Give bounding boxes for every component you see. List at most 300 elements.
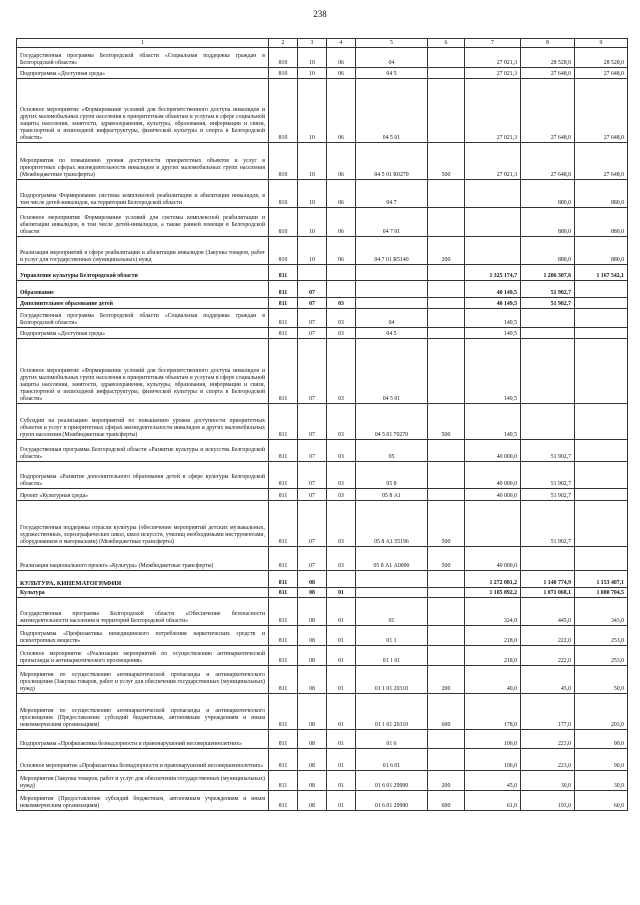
- item-name: Подпрограмма «Доступная среда»: [17, 68, 269, 79]
- target-article-code: 01 6 01 29990: [356, 771, 428, 791]
- amount-year-1: 40 149,5: [465, 298, 521, 309]
- expense-type-code: [428, 440, 465, 462]
- subsection-code: 01: [327, 646, 356, 666]
- table-row: [17, 265, 628, 281]
- subsection-code: 01: [327, 626, 356, 646]
- subsection-code: 01: [327, 771, 356, 791]
- table-row: [17, 489, 628, 501]
- section-code: 07: [298, 501, 327, 547]
- amount-year-1: 149,5: [465, 328, 521, 339]
- item-name: Образование: [17, 281, 269, 298]
- item-name: Основное мероприятие «Профилактика безнадзорности и правонарушений несовершеннолетних»: [17, 749, 269, 771]
- ministry-code: 811: [269, 298, 298, 309]
- amount-year-1: 61,0: [465, 791, 521, 811]
- target-article-code: 05 8 А1 А0000: [356, 547, 428, 571]
- expense-type-code: [428, 79, 465, 143]
- target-article-code: 04 5: [356, 328, 428, 339]
- column-number: 3: [298, 39, 327, 48]
- amount-year-3: 880,0: [575, 237, 628, 265]
- amount-year-2: [521, 309, 575, 328]
- subsection-code: [327, 265, 356, 281]
- section-code: 08: [298, 730, 327, 749]
- subsection-code: 03: [327, 489, 356, 501]
- amount-year-3: 1 080 704,5: [575, 588, 628, 598]
- amount-year-2: 30,0: [521, 771, 575, 791]
- table-row: [17, 791, 628, 811]
- expense-type-code: 500: [428, 143, 465, 180]
- amount-year-3: 880,0: [575, 208, 628, 237]
- section-code: 10: [298, 180, 327, 208]
- amount-year-1: 1 272 081,2: [465, 571, 521, 588]
- table-row: [17, 730, 628, 749]
- expense-type-code: [428, 309, 465, 328]
- section-code: 08: [298, 666, 327, 694]
- amount-year-3: [575, 309, 628, 328]
- target-article-code: 04 7: [356, 180, 428, 208]
- expense-type-code: [428, 265, 465, 281]
- ministry-code: 810: [269, 180, 298, 208]
- item-name: Субсидии на реализацию мероприятий по повышению уровня доступности приоритетных объектов и услуг в приоритетных сферах жизнедеятельности инвалидов и других маломобильных групп населения (Межбюджетные трансферты): [17, 404, 269, 440]
- amount-year-1: 1 325 174,7: [465, 265, 521, 281]
- amount-year-3: [575, 462, 628, 489]
- item-name: Государственная программа Белгородской области «Социальная поддержка граждан в Белгородской области»: [17, 309, 269, 328]
- amount-year-1: 40 000,0: [465, 547, 521, 571]
- amount-year-1: 27 021,3: [465, 68, 521, 79]
- amount-year-1: 1 185 892,2: [465, 588, 521, 598]
- column-number: 6: [428, 39, 465, 48]
- amount-year-1: 27 021,3: [465, 143, 521, 180]
- amount-year-1: [465, 208, 521, 237]
- subsection-code: 06: [327, 48, 356, 68]
- ministry-code: 811: [269, 547, 298, 571]
- table-row: [17, 328, 628, 339]
- amount-year-3: [575, 281, 628, 298]
- section-code: 10: [298, 143, 327, 180]
- table-row: [17, 571, 628, 588]
- item-name: Подпрограмма «Доступная среда»: [17, 328, 269, 339]
- table-row: [17, 68, 628, 79]
- item-name: Государственная поддержка отрасли культуры (обеспечение мероприятий детских музыкальных, художественных, хореографических школ, школ искусств, училищ необходимыми инструментами, оборудованием и материалами) (Межбюджетные трансферты): [17, 501, 269, 547]
- expense-type-code: [428, 180, 465, 208]
- amount-year-2: [521, 404, 575, 440]
- amount-year-3: 27 648,0: [575, 143, 628, 180]
- item-name: КУЛЬТУРА, КИНЕМАТОГРАФИЯ: [17, 571, 269, 588]
- section-code: 08: [298, 694, 327, 730]
- table-row: [17, 749, 628, 771]
- ministry-code: 811: [269, 265, 298, 281]
- ministry-code: 811: [269, 440, 298, 462]
- target-article-code: 04 5 01: [356, 79, 428, 143]
- amount-year-2: 51 902,7: [521, 489, 575, 501]
- item-name: Реализация национального проекта «Культура» (Межбюджетные трансферты): [17, 547, 269, 571]
- subsection-code: 03: [327, 462, 356, 489]
- target-article-code: 01 1 01: [356, 646, 428, 666]
- amount-year-2: 445,0: [521, 598, 575, 626]
- subsection-code: 06: [327, 143, 356, 180]
- amount-year-1: 40 000,0: [465, 489, 521, 501]
- amount-year-2: 1 140 774,9: [521, 571, 575, 588]
- section-code: 07: [298, 339, 327, 404]
- section-code: 10: [298, 48, 327, 68]
- ministry-code: 811: [269, 694, 298, 730]
- target-article-code: 01 1 01 20310: [356, 694, 428, 730]
- target-article-code: [356, 588, 428, 598]
- amount-year-2: 1 071 068,1: [521, 588, 575, 598]
- ministry-code: 811: [269, 626, 298, 646]
- section-code: 07: [298, 440, 327, 462]
- target-article-code: 05 8: [356, 462, 428, 489]
- amount-year-1: 218,0: [465, 626, 521, 646]
- table-row: [17, 588, 628, 598]
- item-name: Государственная программа Белгородской области «Социальная поддержка граждан в Белгородской области»: [17, 48, 269, 68]
- section-code: 07: [298, 489, 327, 501]
- target-article-code: 05: [356, 440, 428, 462]
- ministry-code: 811: [269, 598, 298, 626]
- amount-year-2: 880,0: [521, 237, 575, 265]
- amount-year-3: [575, 339, 628, 404]
- table-row: [17, 143, 628, 180]
- subsection-code: 01: [327, 666, 356, 694]
- amount-year-2: 51 902,7: [521, 281, 575, 298]
- section-code: 08: [298, 598, 327, 626]
- ministry-code: 811: [269, 489, 298, 501]
- table-body: [17, 48, 628, 811]
- amount-year-2: 27 648,0: [521, 68, 575, 79]
- ministry-code: 810: [269, 79, 298, 143]
- target-article-code: 04: [356, 48, 428, 68]
- section-code: 08: [298, 749, 327, 771]
- section-code: 07: [298, 462, 327, 489]
- subsection-code: 03: [327, 440, 356, 462]
- amount-year-1: [465, 501, 521, 547]
- target-article-code: [356, 265, 428, 281]
- subsection-code: 01: [327, 588, 356, 598]
- amount-year-3: 27 648,0: [575, 68, 628, 79]
- subsection-code: 06: [327, 180, 356, 208]
- ministry-code: 811: [269, 339, 298, 404]
- amount-year-3: 27 648,0: [575, 79, 628, 143]
- column-number: 4: [327, 39, 356, 48]
- table-row: [17, 666, 628, 694]
- subsection-code: 06: [327, 208, 356, 237]
- expense-type-code: [428, 328, 465, 339]
- table-row: [17, 694, 628, 730]
- table-row: [17, 48, 628, 68]
- item-name: Государственная программа Белгородской области «Обеспечение безопасности жизнедеятельности населения и территорий Белгородской области»: [17, 598, 269, 626]
- ministry-code: 810: [269, 68, 298, 79]
- ministry-code: 811: [269, 771, 298, 791]
- item-name: Мероприятия по повышению уровня доступности приоритетных объектов и услуг в приоритетных сферах жизнедеятельности инвалидов и других маломобильных групп населения (Межбюджетные трансферты): [17, 143, 269, 180]
- amount-year-3: 90,0: [575, 749, 628, 771]
- target-article-code: 01 6 01: [356, 749, 428, 771]
- item-name: Государственная программа Белгородской области «Развитие культуры и искусства Белгородской области»: [17, 440, 269, 462]
- expense-type-code: [428, 588, 465, 598]
- amount-year-2: 222,0: [521, 646, 575, 666]
- target-article-code: [356, 298, 428, 309]
- table-row: [17, 501, 628, 547]
- item-name: Реализация мероприятий в сфере реабилитации и абилитации инвалидов (Закупка товаров, работ и услуг для государственных (муниципальных) нужд: [17, 237, 269, 265]
- expense-type-code: 200: [428, 771, 465, 791]
- ministry-code: 811: [269, 588, 298, 598]
- ministry-code: 810: [269, 237, 298, 265]
- amount-year-1: 27 021,3: [465, 79, 521, 143]
- amount-year-2: 51 902,7: [521, 462, 575, 489]
- subsection-code: 03: [327, 339, 356, 404]
- subsection-code: 03: [327, 298, 356, 309]
- table-row: [17, 208, 628, 237]
- ministry-code: 810: [269, 48, 298, 68]
- section-code: 08: [298, 771, 327, 791]
- amount-year-3: [575, 547, 628, 571]
- subsection-code: 06: [327, 237, 356, 265]
- ministry-code: 811: [269, 666, 298, 694]
- subsection-code: [327, 281, 356, 298]
- section-code: 08: [298, 626, 327, 646]
- expense-type-code: [428, 48, 465, 68]
- expense-type-code: 500: [428, 501, 465, 547]
- expense-type-code: [428, 489, 465, 501]
- subsection-code: 03: [327, 547, 356, 571]
- section-code: 07: [298, 328, 327, 339]
- amount-year-2: 223,0: [521, 730, 575, 749]
- amount-year-2: 51 902,7: [521, 501, 575, 547]
- item-name: Мероприятия (Предоставление субсидий бюджетным, автономным учреждениям и иным некоммерческим организациям): [17, 791, 269, 811]
- amount-year-3: 203,0: [575, 694, 628, 730]
- amount-year-1: 149,5: [465, 309, 521, 328]
- target-article-code: 01 1: [356, 626, 428, 646]
- amount-year-2: 27 648,0: [521, 143, 575, 180]
- item-name: Мероприятия по осуществлению антинаркотической пропаганды и антинаркотического просвещения (Предоставление субсидий бюджетным, автономным учреждениям и иным некоммерческим организациям): [17, 694, 269, 730]
- target-article-code: 01 1 01 20310: [356, 666, 428, 694]
- ministry-code: 811: [269, 404, 298, 440]
- column-number: 9: [575, 39, 628, 48]
- item-name: Проект «Культурная среда»: [17, 489, 269, 501]
- expense-type-code: 500: [428, 404, 465, 440]
- target-article-code: 01 6 01 29990: [356, 791, 428, 811]
- expense-type-code: 600: [428, 694, 465, 730]
- section-code: [298, 265, 327, 281]
- section-code: 08: [298, 791, 327, 811]
- table-row: [17, 462, 628, 489]
- amount-year-3: 60,0: [575, 791, 628, 811]
- ministry-code: 811: [269, 501, 298, 547]
- target-article-code: 04 7 01: [356, 208, 428, 237]
- amount-year-3: 1 153 407,1: [575, 571, 628, 588]
- expense-type-code: [428, 68, 465, 79]
- subsection-code: 01: [327, 694, 356, 730]
- expense-type-code: [428, 646, 465, 666]
- ministry-code: 811: [269, 281, 298, 298]
- amount-year-3: [575, 404, 628, 440]
- table-row: [17, 237, 628, 265]
- ministry-code: 811: [269, 749, 298, 771]
- expense-type-code: 200: [428, 666, 465, 694]
- table-row: [17, 180, 628, 208]
- amount-year-1: 40,0: [465, 666, 521, 694]
- item-name: Основное мероприятие Формирование условий для системы комплексной реабилитации и абилитации инвалидов, в том числе детей-инвалидов, а также ранней помощи в Белгородской области: [17, 208, 269, 237]
- column-number: 7: [465, 39, 521, 48]
- target-article-code: 01 6: [356, 730, 428, 749]
- expense-type-code: 600: [428, 791, 465, 811]
- item-name: Мероприятия (Закупка товаров, работ и услуг для обеспечения государственных (муниципальных) нужд): [17, 771, 269, 791]
- table-row: [17, 547, 628, 571]
- column-number: 5: [356, 39, 428, 48]
- ministry-code: 811: [269, 571, 298, 588]
- table-row: [17, 626, 628, 646]
- budget-table: [16, 38, 628, 811]
- amount-year-2: 222,0: [521, 626, 575, 646]
- amount-year-1: 40 149,5: [465, 281, 521, 298]
- subsection-code: 06: [327, 79, 356, 143]
- section-code: 08: [298, 646, 327, 666]
- ministry-code: 811: [269, 328, 298, 339]
- column-number: 8: [521, 39, 575, 48]
- amount-year-3: 343,0: [575, 598, 628, 626]
- ministry-code: 811: [269, 791, 298, 811]
- target-article-code: 05 8 А1 55196: [356, 501, 428, 547]
- amount-year-2: 193,0: [521, 791, 575, 811]
- amount-year-1: 27 021,3: [465, 48, 521, 68]
- subsection-code: 03: [327, 501, 356, 547]
- amount-year-2: [521, 547, 575, 571]
- target-article-code: 04 5: [356, 68, 428, 79]
- section-code: 07: [298, 281, 327, 298]
- amount-year-3: 880,0: [575, 180, 628, 208]
- section-code: 07: [298, 404, 327, 440]
- amount-year-3: [575, 298, 628, 309]
- section-code: 10: [298, 79, 327, 143]
- expense-type-code: [428, 598, 465, 626]
- amount-year-2: 880,0: [521, 180, 575, 208]
- amount-year-2: [521, 339, 575, 404]
- subsection-code: 01: [327, 730, 356, 749]
- table-row: [17, 404, 628, 440]
- ministry-code: 810: [269, 208, 298, 237]
- amount-year-1: 178,0: [465, 694, 521, 730]
- subsection-code: 01: [327, 791, 356, 811]
- target-article-code: 01: [356, 598, 428, 626]
- amount-year-1: 149,5: [465, 404, 521, 440]
- item-name: Подпрограмма Формирование системы комплексной реабилитации и абилитации инвалидов, в том числе детей-инвалидов, на территории Белгородской области: [17, 180, 269, 208]
- subsection-code: 01: [327, 598, 356, 626]
- amount-year-2: 880,0: [521, 208, 575, 237]
- ministry-code: 810: [269, 143, 298, 180]
- amount-year-1: 324,0: [465, 598, 521, 626]
- amount-year-2: [521, 328, 575, 339]
- amount-year-1: 106,0: [465, 749, 521, 771]
- amount-year-3: 28 528,0: [575, 48, 628, 68]
- subsection-code: 03: [327, 309, 356, 328]
- target-article-code: [356, 571, 428, 588]
- amount-year-1: 40 000,0: [465, 440, 521, 462]
- target-article-code: 05 8 А1: [356, 489, 428, 501]
- amount-year-2: 1 206 307,6: [521, 265, 575, 281]
- expense-type-code: [428, 626, 465, 646]
- expense-type-code: 200: [428, 237, 465, 265]
- section-code: 10: [298, 208, 327, 237]
- ministry-code: 811: [269, 730, 298, 749]
- item-name: Основное мероприятие «Формирование условий для беспрепятственного доступа инвалидов и других маломобильных групп населения к приоритетным объектам и услугам в сфере социальной защиты населения, занятости, здравоохранения, культуры, образования, информации и связи, транспортной и пешеходной инфраструктуры, физической культуры и спорта в Белгородской области»: [17, 339, 269, 404]
- subsection-code: 06: [327, 68, 356, 79]
- amount-year-1: 40 000,0: [465, 462, 521, 489]
- item-name: Подпрограмма «Развитие дополнительного образования детей в сфере культуры Белгородской области»: [17, 462, 269, 489]
- amount-year-2: 28 528,0: [521, 48, 575, 68]
- target-article-code: 04 5 01 R0270: [356, 143, 428, 180]
- ministry-code: 811: [269, 646, 298, 666]
- amount-year-2: 27 648,0: [521, 79, 575, 143]
- amount-year-1: [465, 237, 521, 265]
- table-row: [17, 646, 628, 666]
- item-name: Подпрограмма «Профилактика немедицинского потребления наркотических средств и психотропных веществ»: [17, 626, 269, 646]
- target-article-code: [356, 281, 428, 298]
- item-name: Управление культуры Белгородской области: [17, 265, 269, 281]
- item-name: Подпрограмма «Профилактика безнадзорности и правонарушений несовершеннолетних»: [17, 730, 269, 749]
- expense-type-code: [428, 208, 465, 237]
- column-number: 1: [17, 39, 269, 48]
- expense-type-code: 500: [428, 547, 465, 571]
- target-article-code: 04: [356, 309, 428, 328]
- amount-year-3: 30,0: [575, 771, 628, 791]
- subsection-code: 03: [327, 328, 356, 339]
- amount-year-3: 253,0: [575, 646, 628, 666]
- item-name: Дополнительное образование детей: [17, 298, 269, 309]
- table-row: [17, 771, 628, 791]
- amount-year-3: 253,0: [575, 626, 628, 646]
- amount-year-2: 177,0: [521, 694, 575, 730]
- target-article-code: 04 5 01: [356, 339, 428, 404]
- item-name: Мероприятия по осуществлению антинаркотической пропаганды и антинаркотического просвещения (Закупка товаров, работ и услуг для обеспечения государственных (муниципальных) нужд): [17, 666, 269, 694]
- table-row: [17, 79, 628, 143]
- amount-year-3: 1 167 542,1: [575, 265, 628, 281]
- target-article-code: 04 5 01 70270: [356, 404, 428, 440]
- column-number: 2: [269, 39, 298, 48]
- amount-year-3: 90,0: [575, 730, 628, 749]
- amount-year-3: [575, 489, 628, 501]
- item-name: Основное мероприятие «Формирование условий для беспрепятственного доступа инвалидов и других маломобильных групп населения к приоритетным объектам и услугам в сфере социальной защиты населения, занятости, здравоохранения, культуры, образования, информации и связи, транспортной и пешеходной инфраструктуры, физической культуры и спорта в Белгородской области»: [17, 79, 269, 143]
- section-code: 07: [298, 309, 327, 328]
- amount-year-3: [575, 328, 628, 339]
- table-row: [17, 440, 628, 462]
- item-name: Культура: [17, 588, 269, 598]
- amount-year-3: [575, 440, 628, 462]
- amount-year-1: 45,0: [465, 771, 521, 791]
- ministry-code: 811: [269, 309, 298, 328]
- amount-year-2: 51 902,7: [521, 440, 575, 462]
- amount-year-2: 223,0: [521, 749, 575, 771]
- column-number-row: [17, 39, 628, 48]
- section-code: 07: [298, 547, 327, 571]
- section-code: 08: [298, 588, 327, 598]
- page-number: 238: [313, 9, 327, 19]
- section-code: 10: [298, 68, 327, 79]
- table-row: [17, 339, 628, 404]
- expense-type-code: [428, 339, 465, 404]
- item-name: Основное мероприятие «Реализация мероприятий по осуществлению антинаркотической пропаганды и антинаркотического просвещения»: [17, 646, 269, 666]
- amount-year-2: 51 902,7: [521, 298, 575, 309]
- section-code: 08: [298, 571, 327, 588]
- table-row: [17, 281, 628, 298]
- table-row: [17, 598, 628, 626]
- target-article-code: 04 7 01 R5140: [356, 237, 428, 265]
- section-code: 07: [298, 298, 327, 309]
- amount-year-1: 218,0: [465, 646, 521, 666]
- expense-type-code: [428, 730, 465, 749]
- subsection-code: 03: [327, 404, 356, 440]
- expense-type-code: [428, 281, 465, 298]
- amount-year-3: 50,0: [575, 666, 628, 694]
- expense-type-code: [428, 462, 465, 489]
- expense-type-code: [428, 571, 465, 588]
